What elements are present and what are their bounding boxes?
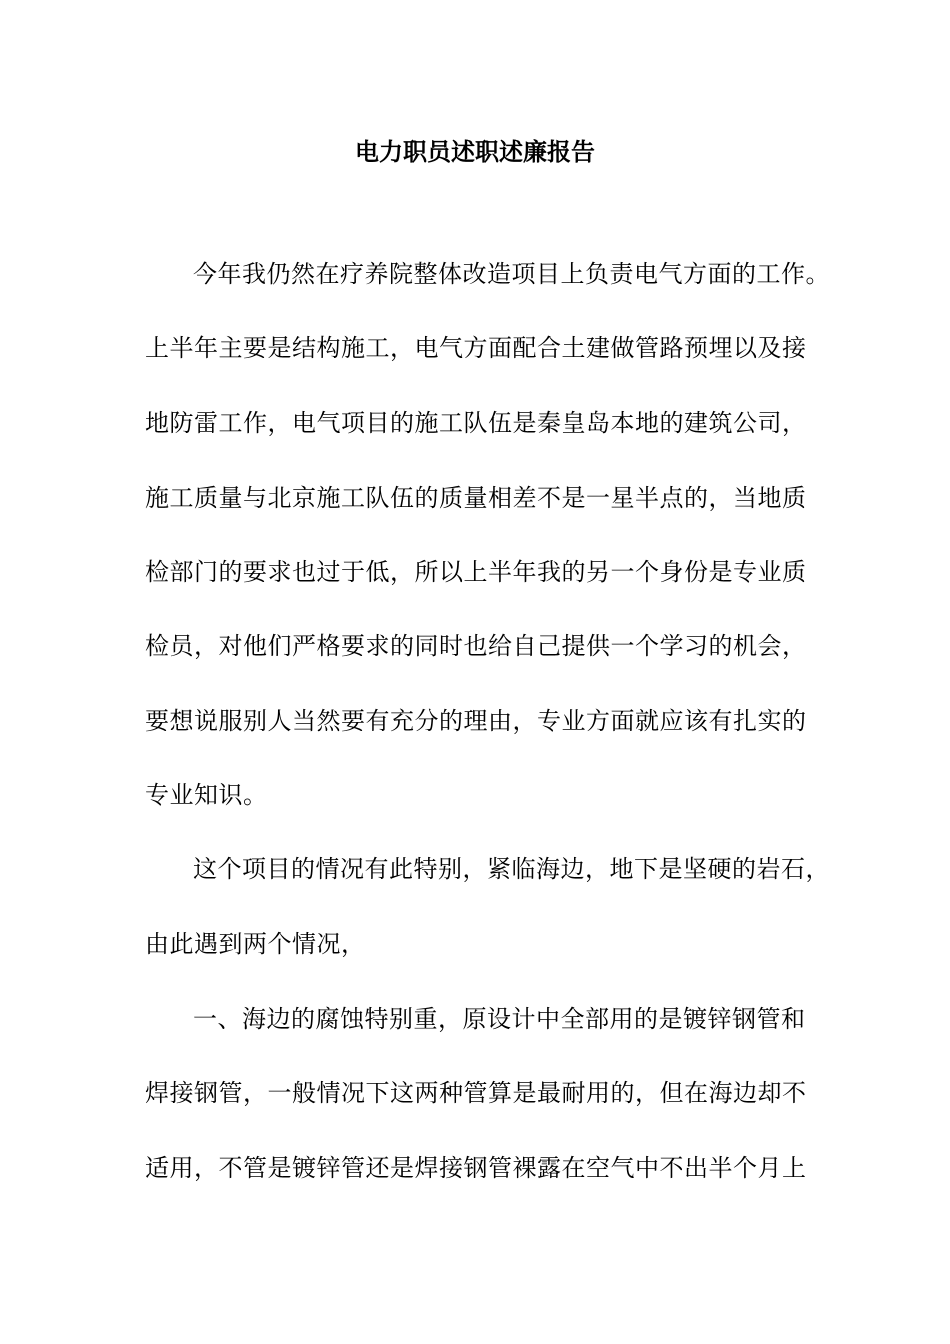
paragraph-line: 这个项目的情况有此特别，紧临海边，地下是坚硬的岩石，	[193, 855, 830, 883]
paragraph-line: 检部门的要求也过于低，所以上半年我的另一个身份是专业质	[145, 558, 807, 586]
document-title: 电力职员述职述廉报告	[355, 138, 595, 166]
paragraph-line: 上半年主要是结构施工，电气方面配合土建做管路预埋以及接	[145, 334, 807, 362]
paragraph-line: 施工质量与北京施工队伍的质量相差不是一星半点的，当地质	[145, 484, 807, 512]
paragraph-line: 检员，对他们严格要求的同时也给自己提供一个学习的机会，	[145, 632, 807, 660]
paragraph-line: 要想说服别人当然要有充分的理由，专业方面就应该有扎实的	[145, 707, 807, 735]
paragraph-line: 焊接钢管，一般情况下这两种管算是最耐用的，但在海边却不	[145, 1079, 807, 1107]
paragraph-line: 今年我仍然在疗养院整体改造项目上负责电气方面的工作。	[193, 260, 830, 288]
paragraph-line: 专业知识。	[145, 781, 268, 809]
paragraph-line: 地防雷工作，电气项目的施工队伍是秦皇岛本地的建筑公司，	[145, 409, 807, 437]
paragraph-line: 由此遇到两个情况，	[145, 930, 366, 958]
paragraph-line: 适用，不管是镀锌管还是焊接钢管裸露在空气中不出半个月上	[145, 1154, 807, 1182]
paragraph-line: 一、海边的腐蚀特别重，原设计中全部用的是镀锌钢管和	[193, 1005, 806, 1033]
